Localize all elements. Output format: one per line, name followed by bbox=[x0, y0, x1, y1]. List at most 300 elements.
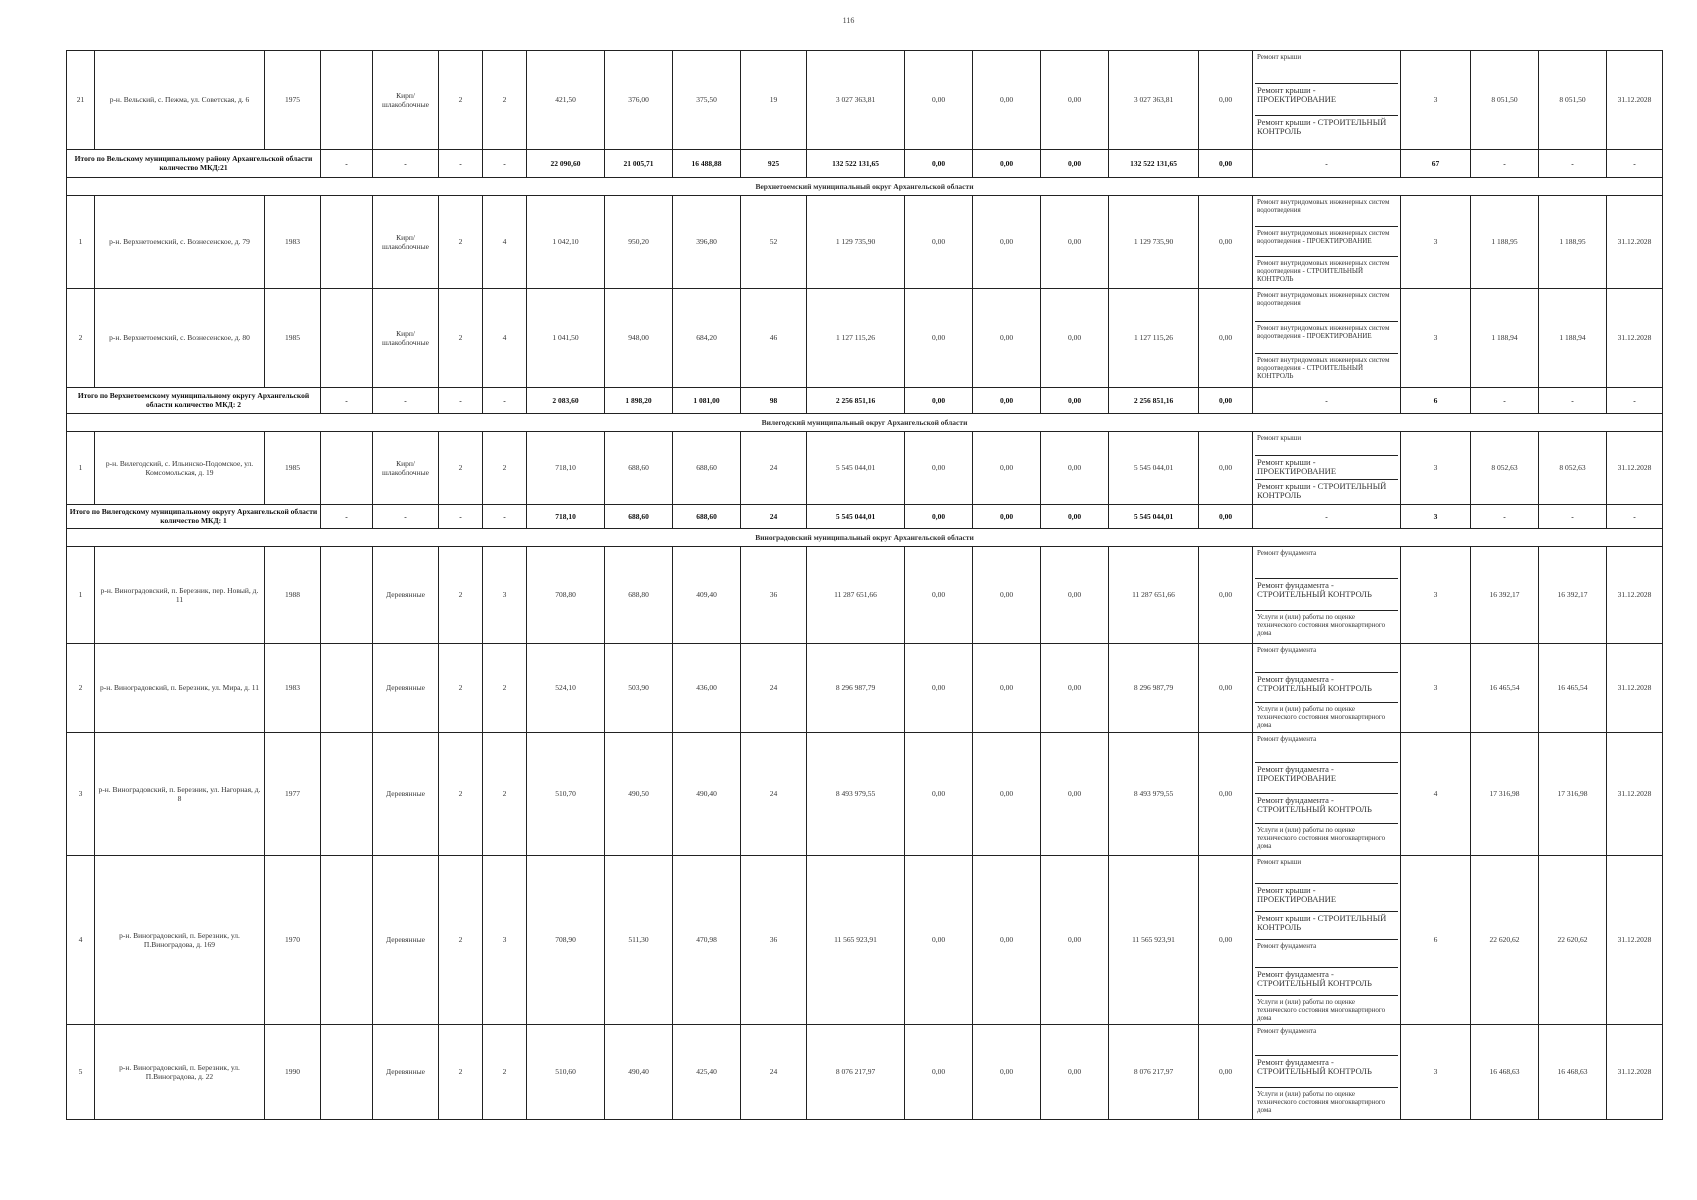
repair-work-item: Ремонт внутридомовых инженерных систем водоотведения - СТРОИТЕЛЬНЫЙ КОНТРОЛЬ bbox=[1257, 259, 1390, 284]
subtotal-area-total: 22 090,60 bbox=[527, 149, 605, 177]
c2: 0,00 bbox=[973, 546, 1041, 643]
deadline: 31.12.2028 bbox=[1607, 855, 1663, 1024]
subtotal-dash-cell: - bbox=[483, 504, 527, 528]
c3: 0,00 bbox=[1041, 51, 1109, 150]
wall-material: Кирп/ шлакоблочные bbox=[373, 288, 439, 387]
c3: 0,00 bbox=[1041, 546, 1109, 643]
residents: 24 bbox=[741, 1024, 807, 1119]
c4: 11 287 651,66 bbox=[1109, 546, 1199, 643]
subtotal-area-a: 1 898,20 bbox=[605, 387, 673, 413]
unit-price-limit: 22 620,62 bbox=[1539, 855, 1607, 1024]
c4: 5 545 044,01 bbox=[1109, 431, 1199, 504]
repair-works-cell bbox=[1253, 732, 1401, 855]
deadline: 31.12.2028 bbox=[1607, 732, 1663, 855]
subtotal-count: 67 bbox=[1401, 149, 1471, 177]
c4: 8 076 217,97 bbox=[1109, 1024, 1199, 1119]
cost-total: 8 076 217,97 bbox=[807, 1024, 905, 1119]
table-row bbox=[67, 431, 1663, 504]
subtotal-dash-cell: - bbox=[1607, 504, 1663, 528]
row-number: 1 bbox=[67, 195, 95, 288]
area-total: 718,10 bbox=[527, 431, 605, 504]
subtotal-dash-cell: - bbox=[439, 504, 483, 528]
area-b: 396,80 bbox=[673, 195, 741, 288]
c3: 0,00 bbox=[1041, 431, 1109, 504]
repair-work-item: Ремонт фундамента bbox=[1255, 547, 1398, 579]
repair-work-item: Ремонт крыши - СТРОИТЕЛЬНЫЙ КОНТРОЛЬ bbox=[1257, 117, 1387, 137]
unit-price: 8 051,50 bbox=[1471, 51, 1539, 150]
repair-work-item: Услуги и (или) работы по оценке технического состояния многоквартирного дома bbox=[1257, 826, 1386, 851]
subtotal-residents: 24 bbox=[741, 504, 807, 528]
c4: 8 493 979,55 bbox=[1109, 732, 1199, 855]
subtotal-dash-cell: - bbox=[1471, 504, 1539, 528]
c3: 0,00 bbox=[1041, 195, 1109, 288]
area-a: 490,40 bbox=[605, 1024, 673, 1119]
build-year-secondary bbox=[321, 1024, 373, 1119]
unit-price: 1 188,94 bbox=[1471, 288, 1539, 387]
subtotal-c4: 132 522 131,65 bbox=[1109, 149, 1199, 177]
repair-works-cell bbox=[1253, 546, 1401, 643]
build-year-secondary bbox=[321, 855, 373, 1024]
cost-total: 8 493 979,55 bbox=[807, 732, 905, 855]
entrances: 2 bbox=[483, 51, 527, 150]
subtotal-dash-cell: - bbox=[321, 504, 373, 528]
subtotal-area-b: 1 081,00 bbox=[673, 387, 741, 413]
build-year: 1985 bbox=[265, 431, 321, 504]
area-total: 510,70 bbox=[527, 732, 605, 855]
subtotal-dash-cell: - bbox=[1253, 387, 1401, 413]
c2: 0,00 bbox=[973, 855, 1041, 1024]
repair-work-item: Ремонт крыши bbox=[1255, 856, 1398, 884]
unit-price-limit: 17 316,98 bbox=[1539, 732, 1607, 855]
c5: 0,00 bbox=[1199, 195, 1253, 288]
unit-price: 1 188,95 bbox=[1471, 195, 1539, 288]
wall-material: Кирп/ шлакоблочные bbox=[373, 51, 439, 150]
area-a: 490,50 bbox=[605, 732, 673, 855]
floors: 2 bbox=[439, 288, 483, 387]
subtotal-c3: 0,00 bbox=[1041, 504, 1109, 528]
repair-works-cell bbox=[1253, 643, 1401, 732]
repair-work-item: Услуги и (или) работы по оценке технического состояния многоквартирного дома bbox=[1257, 612, 1386, 637]
cost-total: 5 545 044,01 bbox=[807, 431, 905, 504]
c3: 0,00 bbox=[1041, 732, 1109, 855]
subtotal-dash-cell: - bbox=[1539, 504, 1607, 528]
c2: 0,00 bbox=[973, 431, 1041, 504]
row-number: 2 bbox=[67, 288, 95, 387]
floors: 2 bbox=[439, 546, 483, 643]
deadline: 31.12.2028 bbox=[1607, 288, 1663, 387]
repair-work-item: Ремонт фундамента bbox=[1255, 733, 1398, 764]
district-title: Верхнетоемский муниципальный округ Архангельской области bbox=[67, 177, 1663, 195]
repair-works-cell bbox=[1253, 431, 1401, 504]
c4: 1 127 115,26 bbox=[1109, 288, 1199, 387]
house-address: р-н. Вилегодский, с. Ильинско-Подомское, ул. Комсомольская, д. 19 bbox=[95, 431, 265, 504]
subtotal-area-a: 688,60 bbox=[605, 504, 673, 528]
unit-price-limit: 16 468,63 bbox=[1539, 1024, 1607, 1119]
deadline: 31.12.2028 bbox=[1607, 643, 1663, 732]
district-title: Вилегодский муниципальный округ Архангельской области bbox=[67, 413, 1663, 431]
area-a: 688,80 bbox=[605, 546, 673, 643]
table-row bbox=[67, 288, 1663, 387]
entrances: 2 bbox=[483, 431, 527, 504]
house-address: р-н. Виноградовский, п. Березник, ул. Мира, д. 11 bbox=[95, 643, 265, 732]
subtotal-c4: 2 256 851,16 bbox=[1109, 387, 1199, 413]
area-total: 421,50 bbox=[527, 51, 605, 150]
subtotal-area-b: 16 488,88 bbox=[673, 149, 741, 177]
unit-price: 16 468,63 bbox=[1471, 1024, 1539, 1119]
area-b: 436,00 bbox=[673, 643, 741, 732]
wall-material: Кирп/ шлакоблочные bbox=[373, 195, 439, 288]
cost-total: 11 287 651,66 bbox=[807, 546, 905, 643]
subtotal-label: Итого по Вилегодскому муниципальному округу Архангельской области количество МКД: 1 bbox=[67, 504, 321, 528]
works-count: 3 bbox=[1401, 288, 1471, 387]
build-year-secondary bbox=[321, 195, 373, 288]
unit-price-limit: 16 392,17 bbox=[1539, 546, 1607, 643]
cost-total: 1 129 735,90 bbox=[807, 195, 905, 288]
residents: 24 bbox=[741, 643, 807, 732]
subtotal-dash-cell: - bbox=[373, 387, 439, 413]
house-address: р-н. Виноградовский, п. Березник, ул. Нагорная, д. 8 bbox=[95, 732, 265, 855]
c2: 0,00 bbox=[973, 51, 1041, 150]
floors: 2 bbox=[439, 51, 483, 150]
area-b: 688,60 bbox=[673, 431, 741, 504]
subtotal-count: 6 bbox=[1401, 387, 1471, 413]
repair-work-item: Ремонт внутридомовых инженерных систем водоотведения bbox=[1255, 196, 1398, 227]
residents: 19 bbox=[741, 51, 807, 150]
subtotal-dash-cell: - bbox=[1607, 149, 1663, 177]
c2: 0,00 bbox=[973, 195, 1041, 288]
repair-work-item: Ремонт крыши bbox=[1255, 432, 1398, 456]
c1: 0,00 bbox=[905, 195, 973, 288]
c3: 0,00 bbox=[1041, 855, 1109, 1024]
c5: 0,00 bbox=[1199, 732, 1253, 855]
area-total: 510,60 bbox=[527, 1024, 605, 1119]
floors: 2 bbox=[439, 732, 483, 855]
entrances: 2 bbox=[483, 643, 527, 732]
c3: 0,00 bbox=[1041, 1024, 1109, 1119]
area-b: 684,20 bbox=[673, 288, 741, 387]
c2: 0,00 bbox=[973, 288, 1041, 387]
residents: 52 bbox=[741, 195, 807, 288]
repair-work-item: Услуги и (или) работы по оценке технического состояния многоквартирного дома bbox=[1257, 1089, 1386, 1114]
subtotal-c1: 0,00 bbox=[905, 504, 973, 528]
build-year: 1983 bbox=[265, 195, 321, 288]
c5: 0,00 bbox=[1199, 546, 1253, 643]
area-total: 1 042,10 bbox=[527, 195, 605, 288]
row-number: 4 bbox=[67, 855, 95, 1024]
repair-work-item: Ремонт фундамента bbox=[1255, 644, 1398, 673]
wall-material: Деревянные bbox=[373, 855, 439, 1024]
repair-works-cell bbox=[1253, 288, 1401, 387]
entrances: 4 bbox=[483, 195, 527, 288]
repair-work-item: Ремонт крыши - ПРОЕКТИРОВАНИЕ bbox=[1255, 456, 1398, 480]
subtotal-c2: 0,00 bbox=[973, 387, 1041, 413]
subtotal-dash-cell: - bbox=[1253, 149, 1401, 177]
build-year: 1977 bbox=[265, 732, 321, 855]
subtotal-c1: 0,00 bbox=[905, 387, 973, 413]
repair-work-item: Ремонт крыши - СТРОИТЕЛЬНЫЙ КОНТРОЛЬ bbox=[1255, 912, 1398, 940]
build-year: 1988 bbox=[265, 546, 321, 643]
row-number: 21 bbox=[67, 51, 95, 150]
subtotal-c3: 0,00 bbox=[1041, 149, 1109, 177]
repair-works-cell bbox=[1253, 195, 1401, 288]
c1: 0,00 bbox=[905, 431, 973, 504]
page-number: 116 bbox=[842, 16, 855, 25]
unit-price: 22 620,62 bbox=[1471, 855, 1539, 1024]
residents: 36 bbox=[741, 546, 807, 643]
repair-work-item: Ремонт фундамента - СТРОИТЕЛЬНЫЙ КОНТРОЛЬ bbox=[1255, 968, 1398, 996]
deadline: 31.12.2028 bbox=[1607, 1024, 1663, 1119]
row-number: 3 bbox=[67, 732, 95, 855]
repair-works-cell bbox=[1253, 51, 1401, 150]
house-address: р-н. Верхнетоемский, с. Вознесенское, д. 80 bbox=[95, 288, 265, 387]
c4: 8 296 987,79 bbox=[1109, 643, 1199, 732]
row-number: 5 bbox=[67, 1024, 95, 1119]
subtotal-dash-cell: - bbox=[439, 387, 483, 413]
repair-work-item: Ремонт внутридомовых инженерных систем водоотведения - ПРОЕКТИРОВАНИЕ bbox=[1255, 227, 1398, 258]
area-b: 425,40 bbox=[673, 1024, 741, 1119]
subtotal-dash-cell: - bbox=[1539, 149, 1607, 177]
repair-work-item: Ремонт фундамента - СТРОИТЕЛЬНЫЙ КОНТРОЛЬ bbox=[1255, 794, 1398, 825]
entrances: 2 bbox=[483, 1024, 527, 1119]
table-body bbox=[67, 51, 1663, 1120]
c2: 0,00 bbox=[973, 1024, 1041, 1119]
table-row bbox=[67, 195, 1663, 288]
unit-price-limit: 1 188,95 bbox=[1539, 195, 1607, 288]
c1: 0,00 bbox=[905, 855, 973, 1024]
c4: 11 565 923,91 bbox=[1109, 855, 1199, 1024]
unit-price: 17 316,98 bbox=[1471, 732, 1539, 855]
build-year: 1975 bbox=[265, 51, 321, 150]
deadline: 31.12.2028 bbox=[1607, 51, 1663, 150]
subtotal-cost-total: 2 256 851,16 bbox=[807, 387, 905, 413]
cost-total: 8 296 987,79 bbox=[807, 643, 905, 732]
c5: 0,00 bbox=[1199, 288, 1253, 387]
repair-work-item: Ремонт фундамента - СТРОИТЕЛЬНЫЙ КОНТРОЛЬ bbox=[1255, 1056, 1398, 1087]
repair-work-item: Ремонт внутридомовых инженерных систем водоотведения bbox=[1255, 289, 1398, 322]
subtotal-label: Итого по Верхнетоемскому муниципальному округу Архангельской области количество МКД: 2 bbox=[67, 387, 321, 413]
works-count: 3 bbox=[1401, 431, 1471, 504]
repair-works-cell bbox=[1253, 855, 1401, 1024]
build-year-secondary bbox=[321, 732, 373, 855]
works-count: 3 bbox=[1401, 1024, 1471, 1119]
build-year: 1970 bbox=[265, 855, 321, 1024]
residents: 46 bbox=[741, 288, 807, 387]
repair-work-item: Ремонт фундамента bbox=[1255, 1025, 1398, 1056]
unit-price-limit: 1 188,94 bbox=[1539, 288, 1607, 387]
repair-works-cell bbox=[1253, 1024, 1401, 1119]
repair-work-item: Ремонт фундамента bbox=[1255, 940, 1398, 968]
subtotal-label: Итого по Вельскому муниципальному району Архангельской области количество МКД:21 bbox=[67, 149, 321, 177]
area-a: 376,00 bbox=[605, 51, 673, 150]
repair-work-item: Ремонт крыши bbox=[1255, 51, 1398, 84]
row-number: 1 bbox=[67, 546, 95, 643]
area-total: 708,80 bbox=[527, 546, 605, 643]
c2: 0,00 bbox=[973, 643, 1041, 732]
subtotal-dash-cell: - bbox=[321, 387, 373, 413]
c3: 0,00 bbox=[1041, 288, 1109, 387]
wall-material: Кирп/ шлакоблочные bbox=[373, 431, 439, 504]
works-count: 6 bbox=[1401, 855, 1471, 1024]
build-year-secondary bbox=[321, 288, 373, 387]
subtotal-c2: 0,00 bbox=[973, 149, 1041, 177]
repair-work-item: Ремонт крыши - ПРОЕКТИРОВАНИЕ bbox=[1255, 84, 1398, 117]
c4: 1 129 735,90 bbox=[1109, 195, 1199, 288]
subtotal-dash-cell: - bbox=[1253, 504, 1401, 528]
area-a: 948,00 bbox=[605, 288, 673, 387]
subtotal-dash-cell: - bbox=[373, 504, 439, 528]
build-year: 1990 bbox=[265, 1024, 321, 1119]
c1: 0,00 bbox=[905, 643, 973, 732]
table-row bbox=[67, 546, 1663, 643]
floors: 2 bbox=[439, 431, 483, 504]
deadline: 31.12.2028 bbox=[1607, 431, 1663, 504]
cost-total: 11 565 923,91 bbox=[807, 855, 905, 1024]
subtotal-dash-cell: - bbox=[373, 149, 439, 177]
unit-price-limit: 8 052,63 bbox=[1539, 431, 1607, 504]
subtotal-dash-cell: - bbox=[321, 149, 373, 177]
floors: 2 bbox=[439, 1024, 483, 1119]
c4: 3 027 363,81 bbox=[1109, 51, 1199, 150]
subtotal-row bbox=[67, 387, 1663, 413]
entrances: 3 bbox=[483, 855, 527, 1024]
subtotal-residents: 98 bbox=[741, 387, 807, 413]
deadline: 31.12.2028 bbox=[1607, 546, 1663, 643]
area-a: 511,30 bbox=[605, 855, 673, 1024]
entrances: 2 bbox=[483, 732, 527, 855]
unit-price: 16 465,54 bbox=[1471, 643, 1539, 732]
wall-material: Деревянные bbox=[373, 1024, 439, 1119]
area-b: 375,50 bbox=[673, 51, 741, 150]
floors: 2 bbox=[439, 643, 483, 732]
subtotal-dash-cell: - bbox=[1471, 149, 1539, 177]
build-year-secondary bbox=[321, 431, 373, 504]
table-row bbox=[67, 1024, 1663, 1119]
row-number: 1 bbox=[67, 431, 95, 504]
c5: 0,00 bbox=[1199, 1024, 1253, 1119]
subtotal-count: 3 bbox=[1401, 504, 1471, 528]
house-address: р-н. Виноградовский, п. Березник, ул. П.Виноградова, д. 22 bbox=[95, 1024, 265, 1119]
entrances: 3 bbox=[483, 546, 527, 643]
district-title: Виноградовский муниципальный округ Архангельской области bbox=[67, 528, 1663, 546]
area-a: 503,90 bbox=[605, 643, 673, 732]
c1: 0,00 bbox=[905, 546, 973, 643]
subtotal-cost-total: 5 545 044,01 bbox=[807, 504, 905, 528]
entrances: 4 bbox=[483, 288, 527, 387]
area-total: 524,10 bbox=[527, 643, 605, 732]
wall-material: Деревянные bbox=[373, 732, 439, 855]
build-year: 1983 bbox=[265, 643, 321, 732]
repair-work-item: Ремонт фундамента - СТРОИТЕЛЬНЫЙ КОНТРОЛЬ bbox=[1255, 673, 1398, 702]
subtotal-dash-cell: - bbox=[1539, 387, 1607, 413]
c5: 0,00 bbox=[1199, 855, 1253, 1024]
works-count: 3 bbox=[1401, 195, 1471, 288]
repair-work-item: Ремонт фундамента - ПРОЕКТИРОВАНИЕ bbox=[1255, 763, 1398, 794]
c1: 0,00 bbox=[905, 1024, 973, 1119]
district-header-row bbox=[67, 528, 1663, 546]
area-b: 490,40 bbox=[673, 732, 741, 855]
residents: 36 bbox=[741, 855, 807, 1024]
table-row bbox=[67, 732, 1663, 855]
subtotal-area-total: 718,10 bbox=[527, 504, 605, 528]
subtotal-cost-total: 132 522 131,65 bbox=[807, 149, 905, 177]
subtotal-dash-cell: - bbox=[1471, 387, 1539, 413]
repair-work-item: Ремонт фундамента - СТРОИТЕЛЬНЫЙ КОНТРОЛЬ bbox=[1255, 579, 1398, 611]
residents: 24 bbox=[741, 431, 807, 504]
c1: 0,00 bbox=[905, 51, 973, 150]
repair-work-item: Услуги и (или) работы по оценке технического состояния многоквартирного дома bbox=[1257, 997, 1386, 1022]
area-b: 409,40 bbox=[673, 546, 741, 643]
area-a: 950,20 bbox=[605, 195, 673, 288]
subtotal-c3: 0,00 bbox=[1041, 387, 1109, 413]
subtotal-c5: 0,00 bbox=[1199, 504, 1253, 528]
repair-work-item: Услуги и (или) работы по оценке технического состояния многоквартирного дома bbox=[1257, 704, 1386, 729]
subtotal-c2: 0,00 bbox=[973, 504, 1041, 528]
c1: 0,00 bbox=[905, 288, 973, 387]
works-count: 3 bbox=[1401, 51, 1471, 150]
works-count: 3 bbox=[1401, 546, 1471, 643]
repair-work-item: Ремонт внутридомовых инженерных систем водоотведения - СТРОИТЕЛЬНЫЙ КОНТРОЛЬ bbox=[1257, 356, 1390, 381]
unit-price-limit: 8 051,50 bbox=[1539, 51, 1607, 150]
build-year-secondary bbox=[321, 643, 373, 732]
area-total: 1 041,50 bbox=[527, 288, 605, 387]
unit-price: 8 052,63 bbox=[1471, 431, 1539, 504]
floors: 2 bbox=[439, 195, 483, 288]
house-address: р-н. Виноградовский, п. Березник, пер. Новый, д. 11 bbox=[95, 546, 265, 643]
district-header-row bbox=[67, 413, 1663, 431]
subtotal-area-b: 688,60 bbox=[673, 504, 741, 528]
subtotal-c5: 0,00 bbox=[1199, 149, 1253, 177]
house-address: р-н. Верхнетоемский, с. Вознесенское, д. 79 bbox=[95, 195, 265, 288]
c5: 0,00 bbox=[1199, 643, 1253, 732]
subtotal-dash-cell: - bbox=[483, 387, 527, 413]
subtotal-row bbox=[67, 504, 1663, 528]
table-row bbox=[67, 643, 1663, 732]
c2: 0,00 bbox=[973, 732, 1041, 855]
works-count: 4 bbox=[1401, 732, 1471, 855]
c1: 0,00 bbox=[905, 732, 973, 855]
district-header-row bbox=[67, 177, 1663, 195]
wall-material: Деревянные bbox=[373, 643, 439, 732]
subtotal-area-total: 2 083,60 bbox=[527, 387, 605, 413]
subtotal-area-a: 21 005,71 bbox=[605, 149, 673, 177]
cost-total: 3 027 363,81 bbox=[807, 51, 905, 150]
c3: 0,00 bbox=[1041, 643, 1109, 732]
row-number: 2 bbox=[67, 643, 95, 732]
c5: 0,00 bbox=[1199, 51, 1253, 150]
repair-work-item: Ремонт внутридомовых инженерных систем водоотведения - ПРОЕКТИРОВАНИЕ bbox=[1255, 322, 1398, 355]
repair-work-item: Ремонт крыши - ПРОЕКТИРОВАНИЕ bbox=[1255, 884, 1398, 912]
build-year-secondary bbox=[321, 546, 373, 643]
subtotal-dash-cell: - bbox=[1607, 387, 1663, 413]
subtotal-c5: 0,00 bbox=[1199, 387, 1253, 413]
works-count: 3 bbox=[1401, 643, 1471, 732]
table-row bbox=[67, 855, 1663, 1024]
house-address: р-н. Виноградовский, п. Березник, ул. П.Виноградова, д. 169 bbox=[95, 855, 265, 1024]
deadline: 31.12.2028 bbox=[1607, 195, 1663, 288]
subtotal-c1: 0,00 bbox=[905, 149, 973, 177]
cost-total: 1 127 115,26 bbox=[807, 288, 905, 387]
build-year: 1985 bbox=[265, 288, 321, 387]
residents: 24 bbox=[741, 732, 807, 855]
area-total: 708,90 bbox=[527, 855, 605, 1024]
unit-price: 16 392,17 bbox=[1471, 546, 1539, 643]
subtotal-c4: 5 545 044,01 bbox=[1109, 504, 1199, 528]
house-address: р-н. Вельский, с. Пежма, ул. Советская, д. 6 bbox=[95, 51, 265, 150]
table-row bbox=[67, 51, 1663, 150]
subtotal-dash-cell: - bbox=[483, 149, 527, 177]
build-year-secondary bbox=[321, 51, 373, 150]
capital-repair-register-table bbox=[66, 50, 1663, 1120]
